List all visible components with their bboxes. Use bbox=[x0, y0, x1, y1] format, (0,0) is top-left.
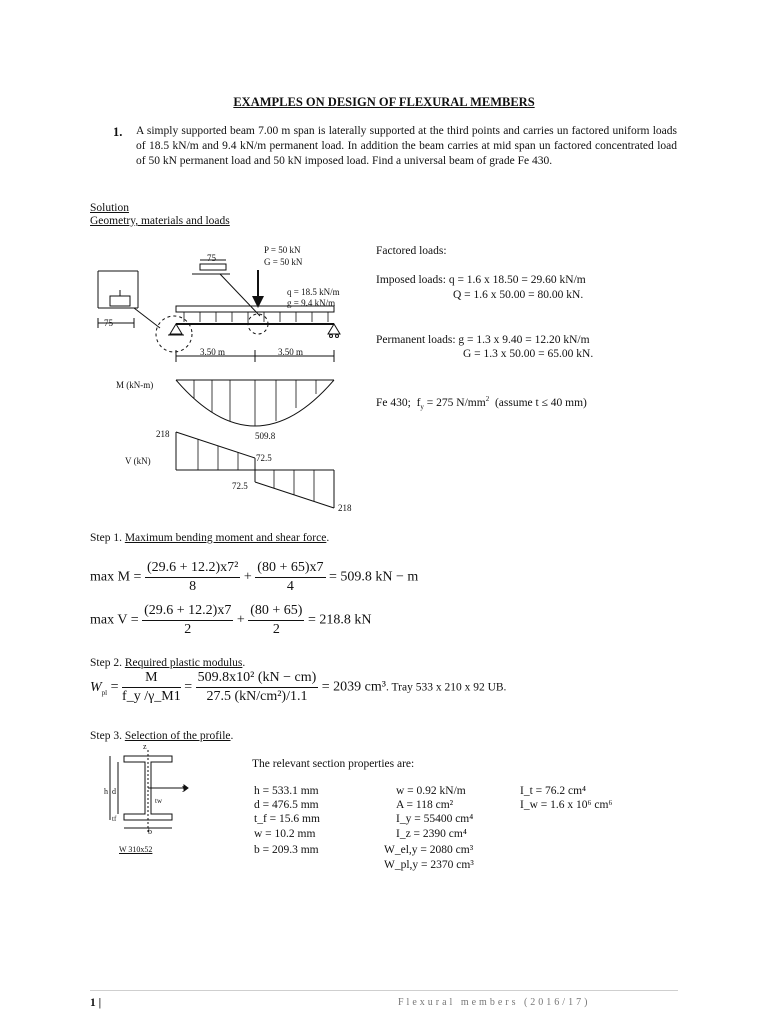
geometry-heading: Geometry, materials and loads bbox=[90, 215, 230, 227]
shear-218-top: 218 bbox=[156, 429, 170, 439]
label-p: P = 50 kN bbox=[264, 245, 301, 255]
shear-725-bot: 72.5 bbox=[232, 481, 248, 491]
label-q: q = 18.5 kN/m bbox=[287, 287, 340, 297]
eq-max-moment: max M = $\frac{\text{(29.6 + 12.2)x7²}}{8}$ + $\frac{(80 + 65)x7}{4}$ = 509.8 kN − m bbox=[90, 560, 419, 594]
sketch-d: d bbox=[112, 787, 116, 796]
sketch-y: y bbox=[182, 783, 186, 792]
eq-plastic-modulus: $W_{pl}$ = $\frac{M}{f\_y /\gamma\_M1}$ = $\frac{\text{509.8x10² (kN − cm)}}{\text{27.5 (kN/cm²)/1.1}}$ = 2039 cm³. Tray 533 x 210 x 92 UB. bbox=[90, 670, 507, 704]
shear-725-top: 72.5 bbox=[256, 453, 272, 463]
step3-heading: Step 3. Selection of the profile. bbox=[90, 730, 234, 742]
step1-heading: Step 1. Maximum bending moment and shear force. bbox=[90, 532, 330, 544]
prop-iy: I_y = 55400 cm⁴ bbox=[396, 813, 474, 825]
material-line: Fe 430; $f_y = 275$ $N/mm^2$ (assume t ≤ 40 mm) bbox=[376, 395, 587, 412]
page-title: EXAMPLES ON DESIGN OF FLEXURAL MEMBERS bbox=[233, 95, 535, 109]
prop-tw: w = 10.2 mm bbox=[254, 828, 316, 840]
prop-h: h = 533.1 mm bbox=[254, 785, 319, 797]
label-g-point: G = 50 kN bbox=[264, 257, 303, 267]
prop-weight: w = 0.92 kN/m bbox=[396, 785, 466, 797]
moment-label: M (kN-m) bbox=[116, 380, 154, 390]
permanent-g: Permanent loads: g = 1.3 x 9.40 = 12.20 kN/m bbox=[376, 334, 590, 346]
shear-218-bot: 218 bbox=[338, 503, 352, 513]
footer-rule bbox=[90, 990, 678, 991]
imposed-Q: Q = 1.6 x 50.00 = 80.00 kN. bbox=[453, 289, 584, 301]
span-right: 3.50 m bbox=[278, 347, 304, 357]
footer-label: Flexural members (2016/17) bbox=[398, 997, 591, 1008]
sketch-tf: tf bbox=[112, 815, 117, 823]
sketch-z: z bbox=[143, 742, 147, 751]
prop-wel: W_el,y = 2080 cm³ bbox=[384, 844, 474, 856]
prop-area: A = 118 cm² bbox=[396, 799, 454, 811]
props-heading: The relevant section properties are: bbox=[252, 758, 415, 770]
imposed-q: Imposed loads: q = 1.6 x 18.50 = 29.60 kN/m bbox=[376, 274, 586, 286]
factored-heading: Factored loads: bbox=[376, 245, 447, 257]
sketch-caption: W 310x52 bbox=[119, 845, 153, 854]
problem-text: A simply supported beam 7.00 m span is laterally supported at the third points and carries un factored uniform loads of 18.5 kN/m and 9.4 kN/m permanent load. In addition the beam carries at mid span un factored concentrated load of 50 kN permanent load and 50 kN imposed load. Find a universal beam of grade Fe 430. bbox=[136, 125, 677, 167]
moment-value: 509.8 bbox=[255, 431, 276, 441]
step2-heading: Step 2. Required plastic modulus. bbox=[90, 657, 246, 669]
sketch-h: h bbox=[104, 787, 108, 796]
permanent-G: G = 1.3 x 50.00 = 65.00 kN. bbox=[463, 348, 594, 360]
span-left: 3.50 m bbox=[200, 347, 226, 357]
prop-b: b = 209.3 mm bbox=[254, 844, 319, 856]
prop-it: I_t = 76.2 cm⁴ bbox=[520, 785, 587, 797]
sketch-b: b bbox=[148, 827, 152, 836]
shear-label: V (kN) bbox=[125, 456, 151, 466]
solution-heading: Solution bbox=[90, 202, 129, 214]
prop-wpl: W_pl,y = 2370 cm³ bbox=[384, 859, 474, 871]
sketch-tw: tw bbox=[155, 797, 162, 805]
prop-tf: t_f = 15.6 mm bbox=[254, 813, 320, 825]
dim-75-left: 75 bbox=[104, 318, 113, 328]
prop-iw: I_w = 1.6 x 10⁶ cm⁶ bbox=[520, 799, 613, 811]
prop-d: d = 476.5 mm bbox=[254, 799, 319, 811]
page-number: 1 | bbox=[90, 997, 102, 1009]
problem-number: 1. bbox=[113, 125, 123, 139]
label-g-dist: g = 9.4 kN/m bbox=[287, 298, 336, 308]
prop-iz: I_z = 2390 cm⁴ bbox=[396, 828, 467, 840]
eq-max-shear: max V = $\frac{(29.6 + 12.2)x7}{2}$ + $\frac{(80 + 65)}{2}$ = 218.8 kN bbox=[90, 603, 372, 637]
dim-75-top: 75 bbox=[207, 253, 216, 263]
